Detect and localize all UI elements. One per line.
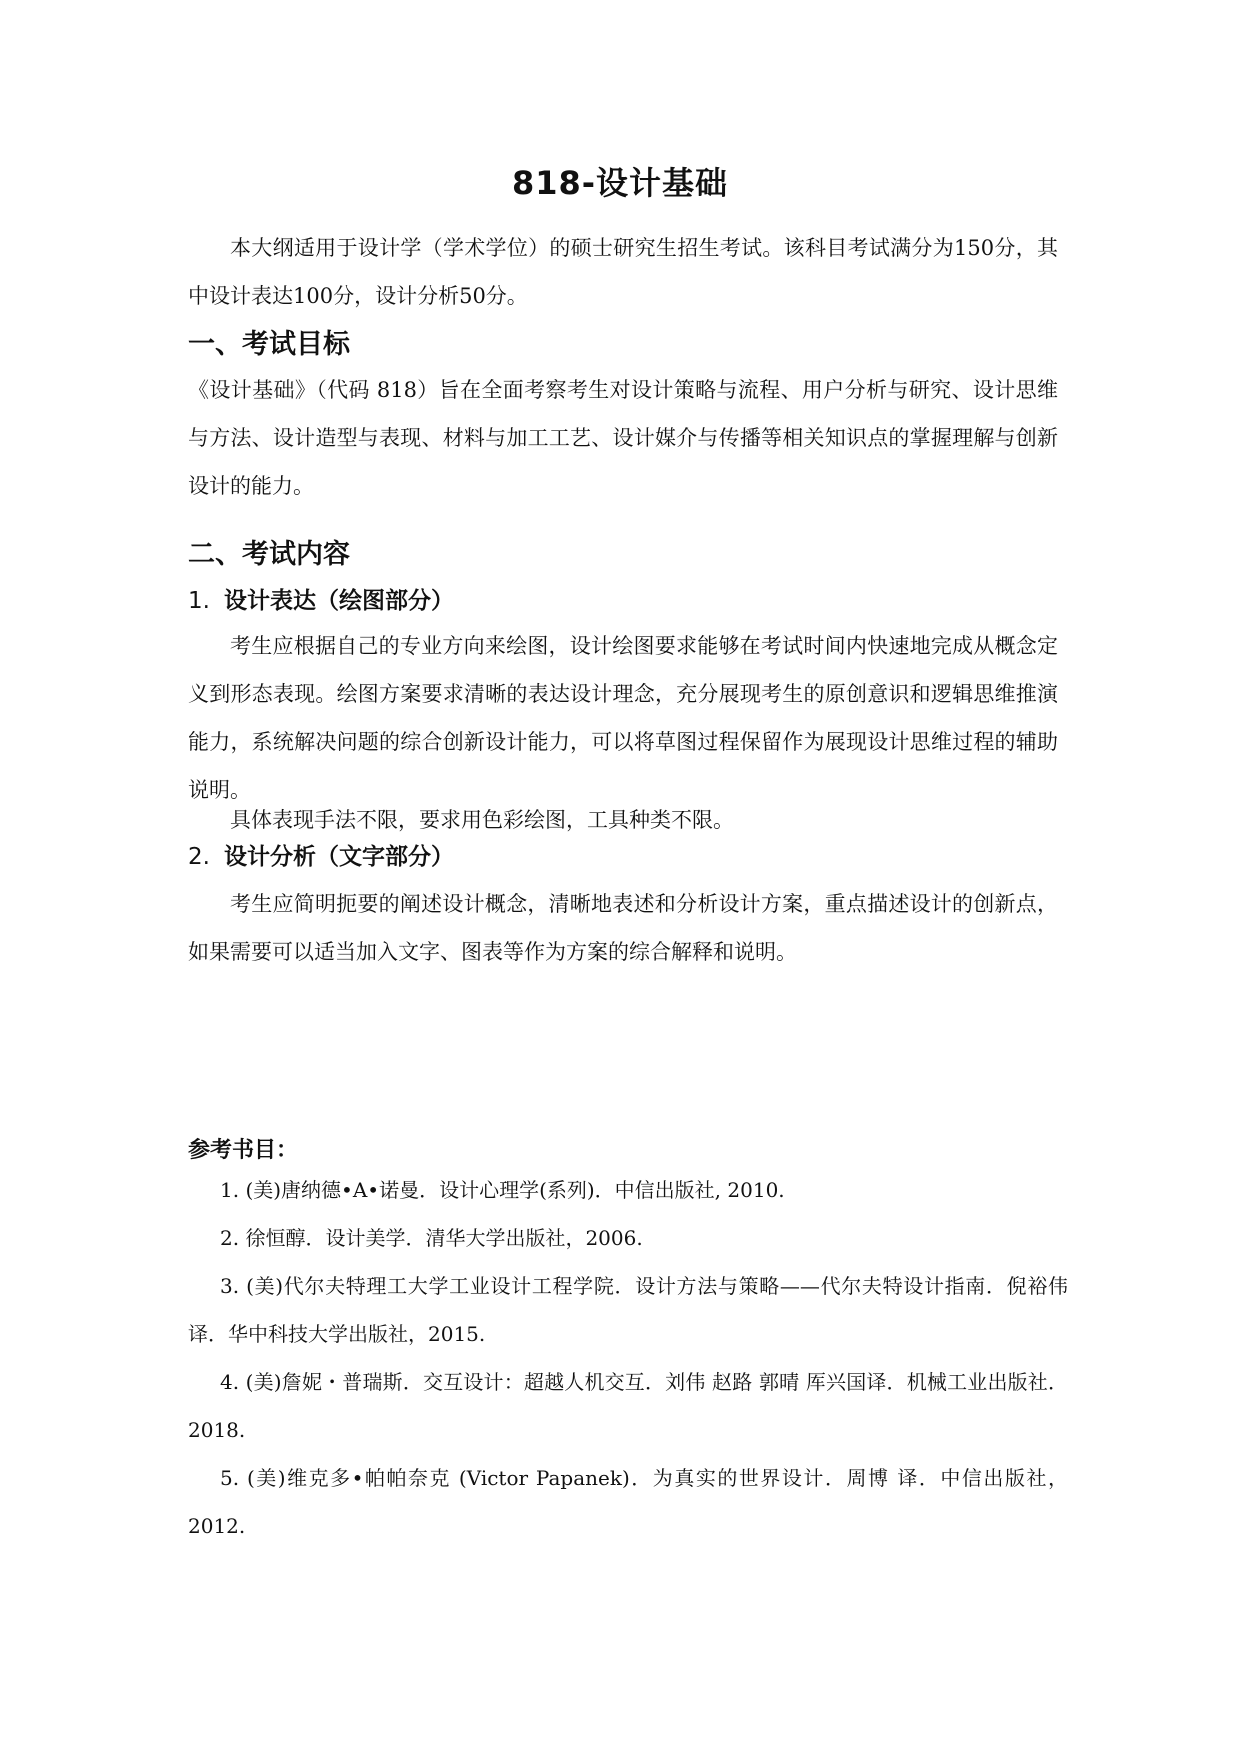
subsection-title: 设计分析（文字部分） [224,844,454,870]
design-analysis-paragraph: 考生应简明扼要的阐述设计概念，清晰地表述和分析设计方案，重点描述设计的创新点，如果需要可以适当加入文字、图表等作为方案的综合解释和说明。 [188,892,1058,964]
page-title: 818-设计基础 [511,164,729,202]
subsection-heading-design-expression [188,582,454,615]
reference-item: 2. 徐恒醇．设计美学．清华大学出版社，2006. [220,1226,643,1250]
references-list [188,1166,1068,1550]
reference-item: 1. (美)唐纳德•A•诺曼．设计心理学(系列)．中信出版社, 2010. [220,1178,785,1202]
subsection-heading-design-analysis [188,838,454,871]
subsection-title: 设计表达（绘图部分） [224,588,454,614]
section-heading-exam-content: 二、考试内容 [188,539,350,570]
reference-item: 4. (美)詹妮・普瑞斯．交互设计：超越人机交互．刘伟 赵路 郭晴 厍兴国译．机械工业出版社．2018. [188,1370,1068,1442]
design-expression-paragraph: 考生应根据自己的专业方向来绘图，设计绘图要求能够在考试时间内快速地完成从概念定义到形态表现。绘图方案要求清晰的表达设计理念，充分展现考生的原创意识和逻辑思维推演能力，系统解决问题的综合创新设计能力，可以将草图过程保留作为展现设计思维过程的辅助说明。 [188,634,1058,802]
intro-paragraph: 本大纲适用于设计学（学术学位）的硕士研究生招生考试。该科目考试满分为150分，其中设计表达100分，设计分析50分。 [188,236,1058,308]
subsection-number: 1. [188,588,210,614]
section-heading-exam-objectives: 一、考试目标 [188,329,350,360]
references-heading: 参考书目： [188,1138,299,1163]
subsection-number: 2. [188,844,210,870]
reference-item: 5. (美)维克多•帕帕奈克 (Victor Papanek)．为真实的世界设计．周博 译．中信出版社，2012. [188,1466,1068,1538]
exam-objectives-paragraph: 《设计基础》（代码 818）旨在全面考察考生对设计策略与流程、用户分析与研究、设计思维与方法、设计造型与表现、材料与加工工艺、设计媒介与传播等相关知识点的掌握理解与创新设计的能力。 [188,378,1058,498]
design-expression-tools-paragraph: 具体表现手法不限，要求用色彩绘图，工具种类不限。 [230,808,734,832]
reference-item: 3. (美)代尔夫特理工大学工业设计工程学院．设计方法与策略——代尔夫特设计指南．倪裕伟 译．华中科技大学出版社，2015. [188,1274,1068,1346]
